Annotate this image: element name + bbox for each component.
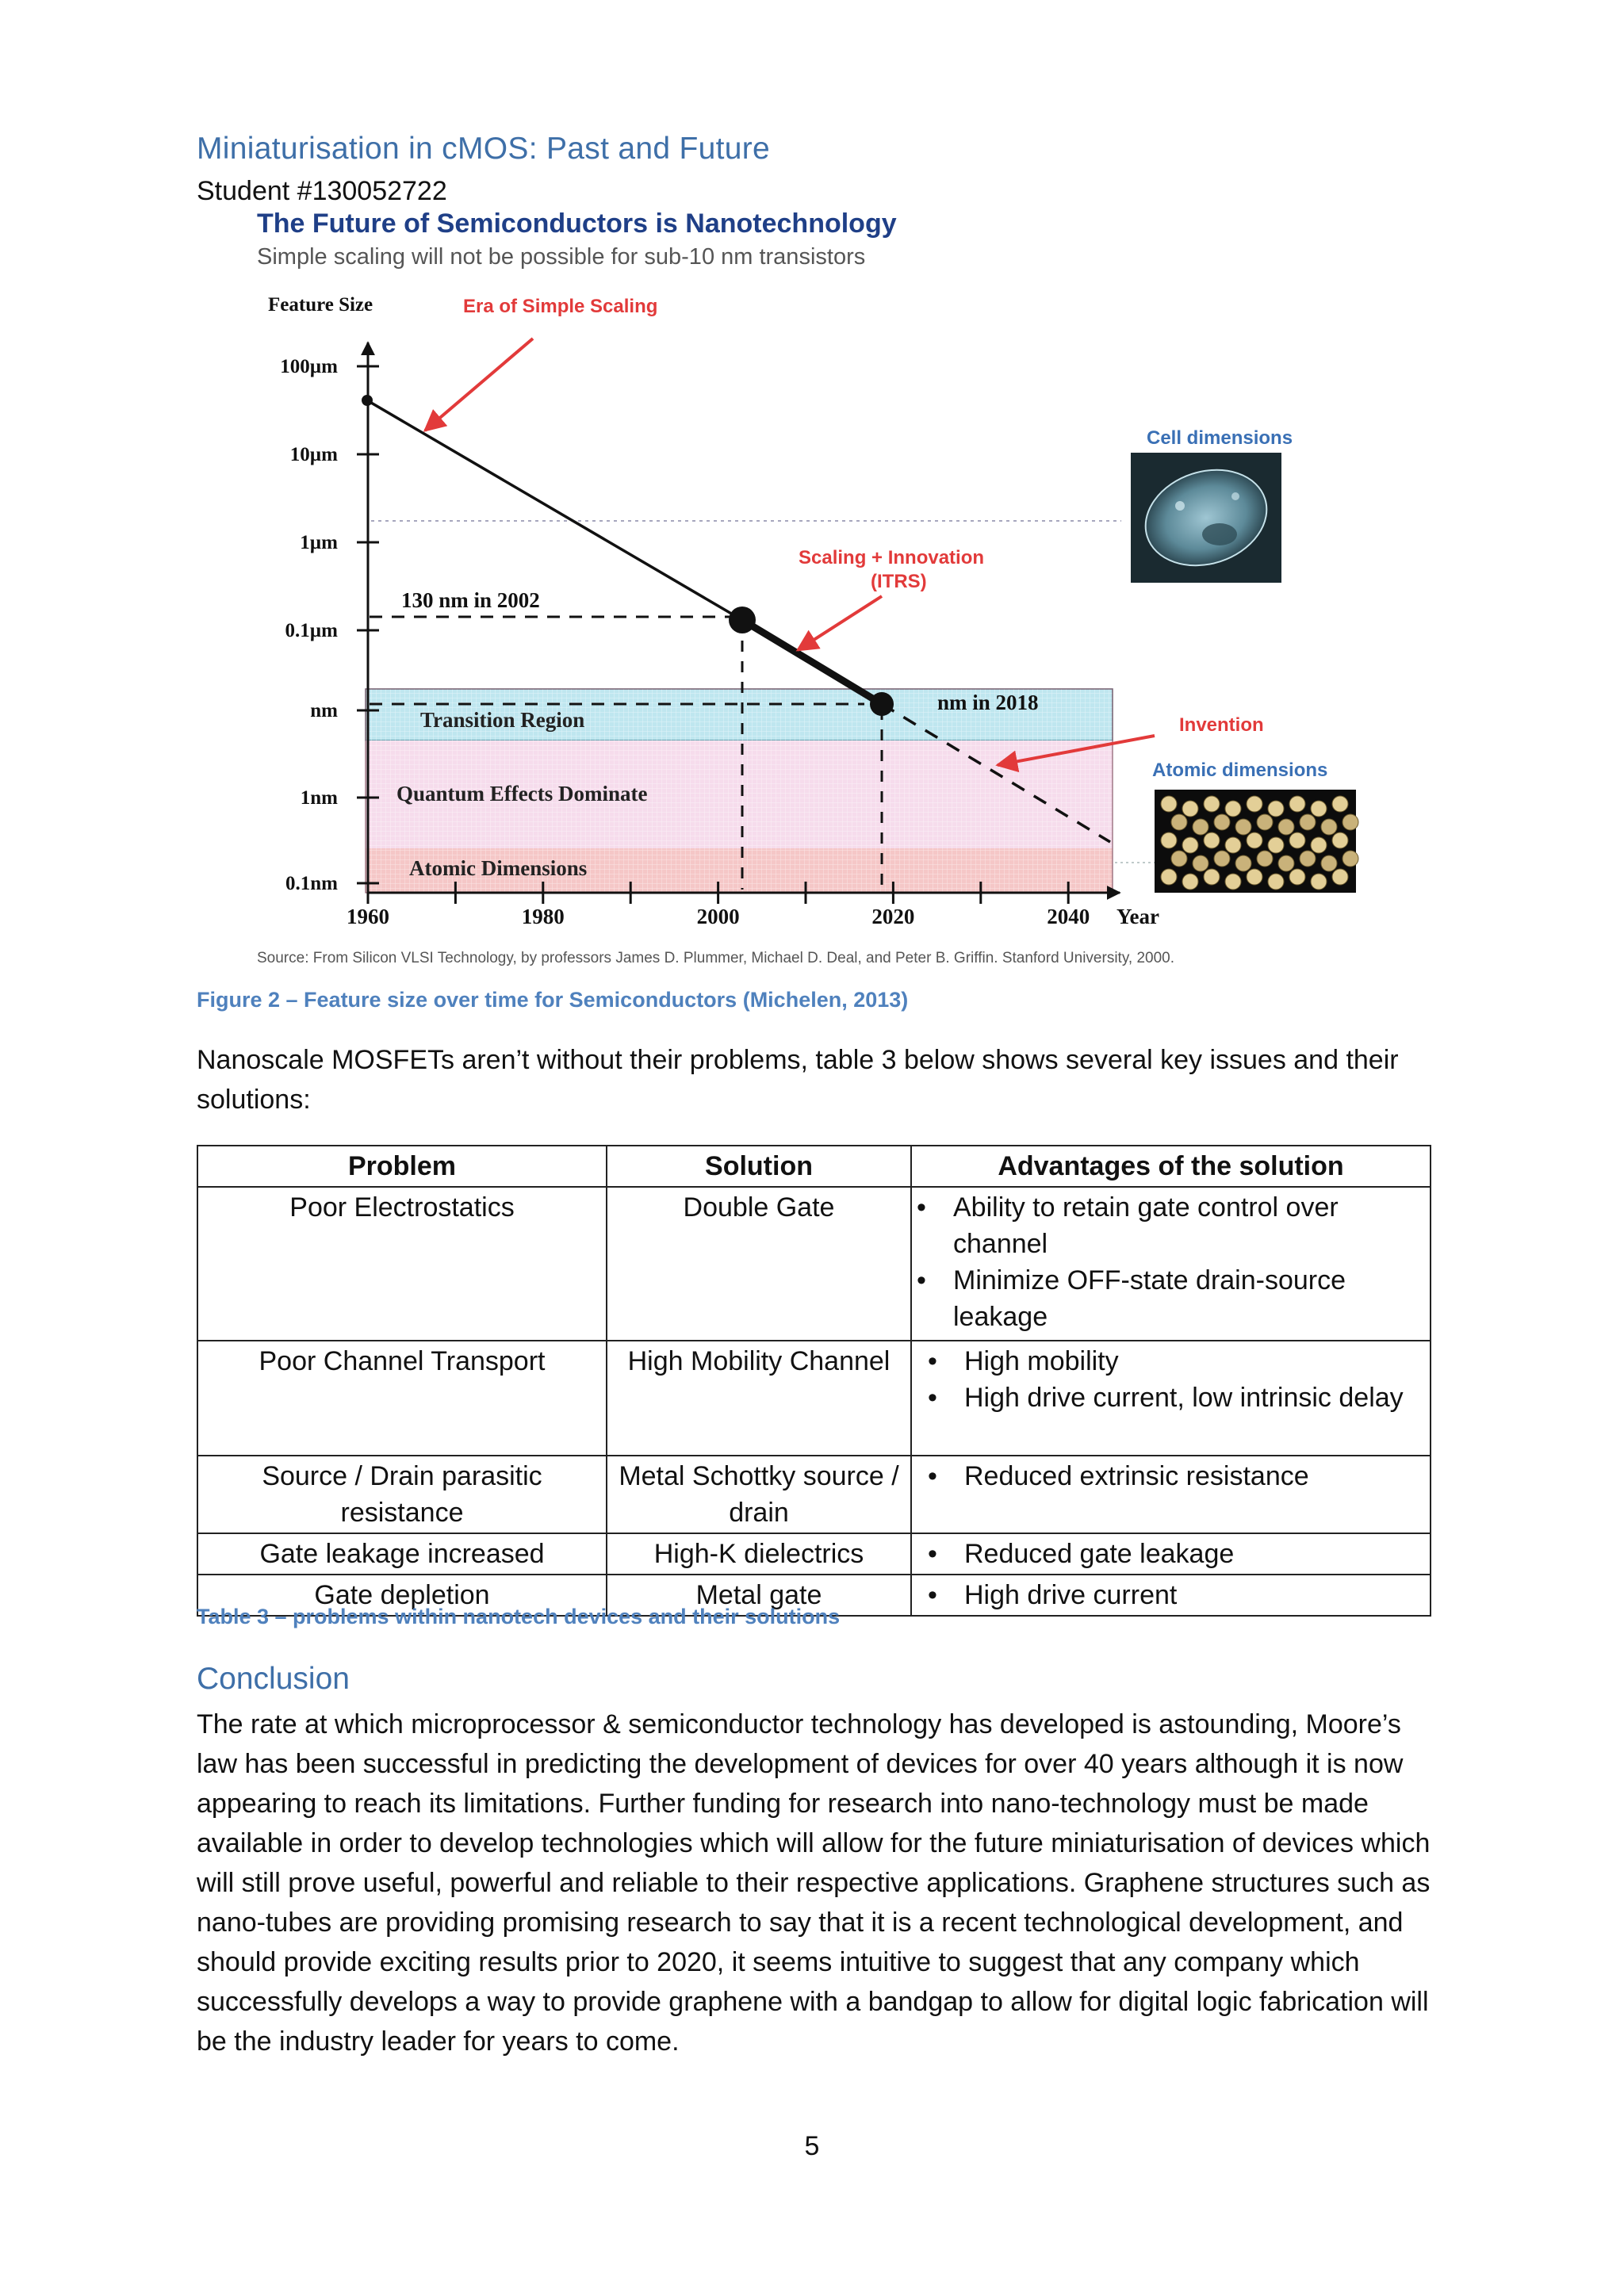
x-tick-label: 2020 — [871, 905, 915, 928]
atom — [1225, 837, 1241, 853]
advantages-cell — [911, 1341, 1431, 1456]
atom — [1311, 837, 1327, 853]
atom — [1247, 869, 1262, 885]
x-tick-label: 2000 — [696, 905, 740, 928]
table-row — [197, 1456, 1431, 1533]
student-number: Student #130052722 — [197, 176, 447, 206]
problem-cell: Gate depletion — [197, 1575, 607, 1616]
solution-cell: High Mobility Channel — [607, 1341, 911, 1456]
advantage-item: • Minimize OFF-state drain-source leakage — [953, 1262, 1419, 1335]
atom — [1300, 814, 1316, 830]
figure-caption: Figure 2 – Feature size over time for Semiconductors (Michelen, 2013) — [197, 988, 909, 1012]
table-header-advantages: Advantages of the solution — [911, 1146, 1431, 1187]
y-tick-label: nm — [310, 700, 338, 721]
table-row — [197, 1341, 1431, 1456]
atom — [1161, 869, 1177, 885]
atom — [1182, 837, 1198, 853]
point-2002 — [729, 607, 756, 633]
atom — [1225, 801, 1241, 817]
table-header-problem: Problem — [197, 1146, 607, 1187]
atom — [1182, 874, 1198, 890]
annotation-scaling-innovation: Scaling + Innovation — [799, 547, 985, 568]
y-axis-label: Feature Size — [268, 294, 373, 316]
point-1960 — [362, 395, 373, 406]
atom — [1247, 832, 1262, 848]
y-tick-label: 1µm — [300, 532, 338, 553]
advantages-cell — [911, 1533, 1431, 1575]
advantage-item: • High drive current — [964, 1577, 1419, 1613]
advantages-cell — [911, 1456, 1431, 1533]
x-tick-label: 1980 — [521, 905, 565, 928]
arrow-itrs — [798, 596, 882, 650]
y-tick-label: 0.1nm — [285, 873, 338, 894]
atom — [1268, 801, 1284, 817]
atom — [1342, 851, 1358, 867]
advantage-item: • Ability to retain gate control over channel — [953, 1189, 1419, 1262]
annotation-cell-dimensions: Cell dimensions — [1147, 427, 1293, 449]
solution-cell: Double Gate — [607, 1187, 911, 1341]
atom — [1204, 869, 1220, 885]
point-2018 — [870, 692, 894, 716]
atom — [1257, 814, 1273, 830]
atom — [1332, 832, 1348, 848]
y-tick-label: 10µm — [289, 444, 338, 465]
advantages-cell — [911, 1575, 1431, 1616]
arrow-era-simple-scaling — [425, 339, 533, 430]
annotation-invention: Invention — [1179, 714, 1264, 736]
atom — [1342, 814, 1358, 830]
atom — [1247, 796, 1262, 812]
table-header-row — [197, 1146, 1431, 1187]
y-ticks — [280, 356, 379, 894]
atom — [1257, 851, 1273, 867]
annotation-130nm-2002: 130 nm in 2002 — [401, 588, 540, 612]
cell-image — [1131, 453, 1281, 583]
region-label-atomic: Atomic Dimensions — [409, 856, 588, 880]
atom — [1289, 796, 1305, 812]
atom — [1321, 855, 1337, 871]
region-label-transition: Transition Region — [420, 708, 585, 732]
page-number: 5 — [804, 2131, 820, 2161]
atom — [1193, 855, 1208, 871]
atom — [1161, 796, 1177, 812]
atom — [1204, 832, 1220, 848]
atom — [1332, 869, 1348, 885]
atom — [1278, 819, 1294, 835]
solution-cell: Metal gate — [607, 1575, 911, 1616]
region-label-quantum: Quantum Effects Dominate — [396, 782, 648, 806]
advantages-cell — [911, 1187, 1431, 1341]
atom — [1161, 832, 1177, 848]
atom — [1235, 819, 1251, 835]
annotation-itrs: (ITRS) — [871, 571, 927, 592]
atom — [1204, 796, 1220, 812]
atom — [1214, 814, 1230, 830]
problem-cell: Gate leakage increased — [197, 1533, 607, 1575]
annotation-era-simple-scaling: Era of Simple Scaling — [463, 296, 658, 317]
atom — [1268, 874, 1284, 890]
document-title: Miniaturisation in cMOS: Past and Future — [197, 132, 770, 166]
atom — [1193, 819, 1208, 835]
series-simple-scaling-line — [367, 400, 742, 620]
atom — [1311, 874, 1327, 890]
table-header-solution: Solution — [607, 1146, 911, 1187]
atom — [1289, 869, 1305, 885]
chart-subtitle: Simple scaling will not be possible for sub-10 nm transistors — [257, 244, 866, 270]
x-tick-label: 1960 — [347, 905, 389, 928]
atom — [1289, 832, 1305, 848]
atom — [1268, 837, 1284, 853]
y-tick-label: 100µm — [280, 356, 338, 377]
atom — [1278, 855, 1294, 871]
conclusion-heading: Conclusion — [197, 1662, 350, 1696]
table-row — [197, 1187, 1431, 1341]
solution-cell: Metal Schottky source / drain — [607, 1456, 911, 1533]
atom — [1182, 801, 1198, 817]
annotation-nm-2018: nm in 2018 — [937, 691, 1039, 714]
problem-cell: Poor Electrostatics — [197, 1187, 607, 1341]
atom — [1321, 819, 1337, 835]
x-axis-label: Year — [1116, 905, 1159, 928]
y-tick-label: 1nm — [300, 787, 338, 809]
problem-cell: Source / Drain parasitic resistance — [197, 1456, 607, 1533]
atom — [1225, 874, 1241, 890]
atom — [1171, 851, 1187, 867]
advantage-item: • Reduced extrinsic resistance — [964, 1458, 1419, 1494]
atom — [1311, 801, 1327, 817]
atom — [1332, 796, 1348, 812]
chart-title: The Future of Semiconductors is Nanotechnology — [257, 209, 897, 239]
solution-cell: High-K dielectrics — [607, 1533, 911, 1575]
advantage-item: • Reduced gate leakage — [964, 1536, 1419, 1572]
table-row — [197, 1533, 1431, 1575]
atom — [1171, 814, 1187, 830]
atom — [1235, 855, 1251, 871]
figure-source: Source: From Silicon VLSI Technology, by professors James D. Plummer, Michael D. Deal, and Peter B. Griffin. Stanford University, 2000. — [257, 950, 1175, 966]
annotation-atomic-dimensions: Atomic dimensions — [1152, 760, 1328, 781]
table-caption: Table 3 – problems within nanotech devices and their solutions — [197, 1605, 841, 1628]
intro-paragraph: Nanoscale MOSFETs aren’t without their problems, table 3 below shows several key issues and their solutions: — [197, 1045, 1399, 1115]
feature-size-chart — [238, 208, 1380, 985]
x-tick-label: 2040 — [1047, 905, 1090, 928]
problem-cell: Poor Channel Transport — [197, 1341, 607, 1456]
feature-size-figure — [238, 208, 1380, 985]
problems-table — [197, 1145, 1431, 1617]
advantage-item: • High mobility — [964, 1343, 1419, 1380]
y-tick-label: 0.1µm — [285, 620, 338, 641]
conclusion-paragraph: The rate at which microprocessor & semiconductor technology has developed is astounding, Moore’s law has been successful in predicting the development of devices for over 40 years although it is now appearing to reach its limitations. Further funding for research into nano-technology must be made available in order to develop technologies which will allow for the future miniaturisation of devices which will still prove useful, powerful and reliable to their respective applications. Graphene structures such as nano-tubes are providing promising research to say that it is a recent technological development, and should provide exciting results prior to 2020, it seems intuitive to suggest that any company which successfully develops a way to provide graphene with a bandgap to allow for digital logic fabrication will be the industry leader for years to come. — [197, 1709, 1431, 2057]
atom — [1214, 851, 1230, 867]
atom — [1300, 851, 1316, 867]
advantage-item: • High drive current, low intrinsic delay — [964, 1380, 1419, 1416]
atomic-lattice-image — [1155, 790, 1358, 893]
